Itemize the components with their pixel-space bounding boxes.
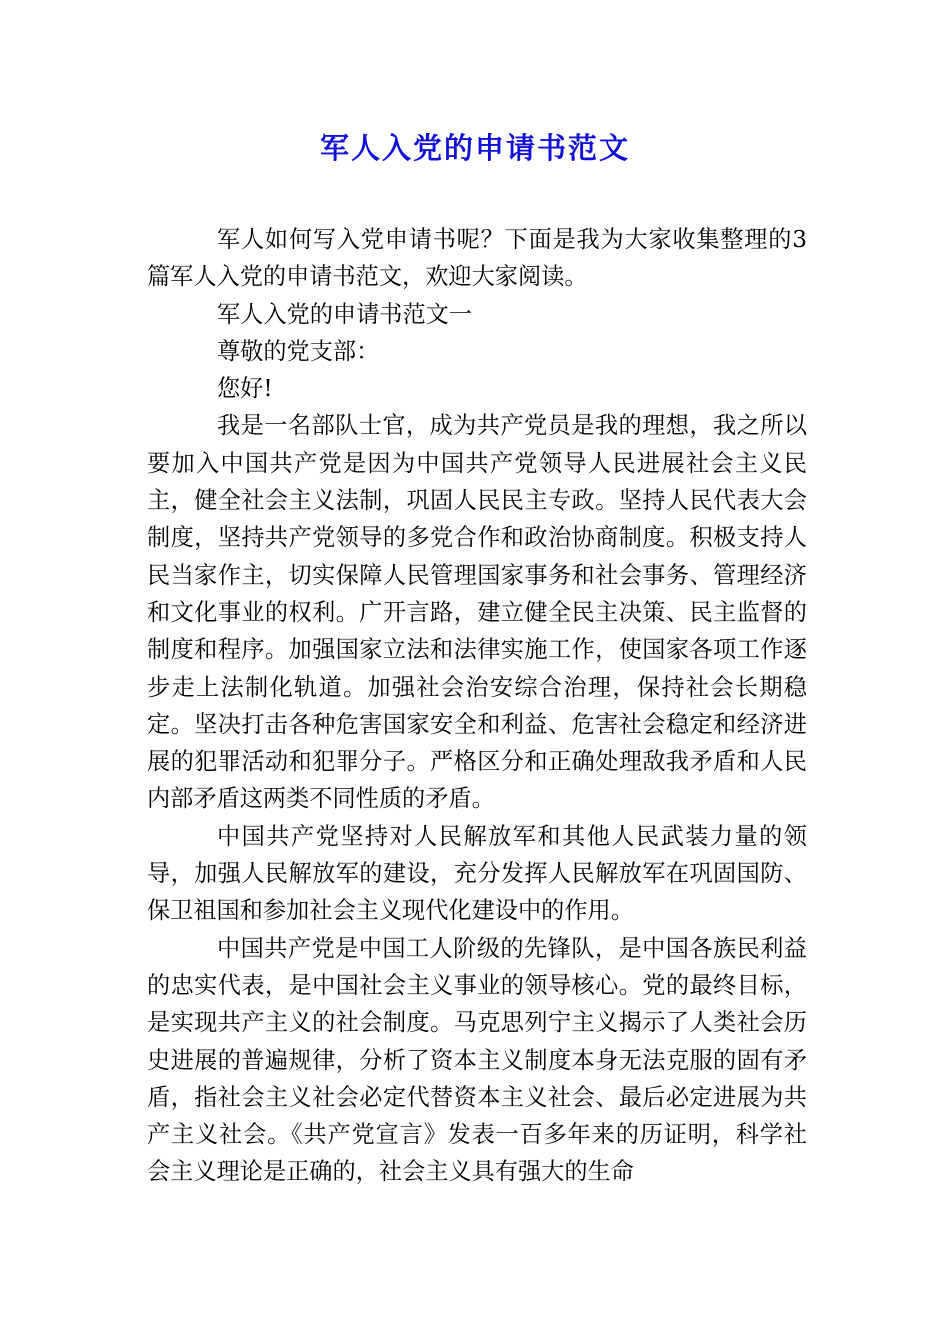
- document-title: 军人入党的申请书范文: [319, 131, 630, 165]
- body-paragraph: 中国共产党坚持对人民解放军和其他人民武装力量的领导，加强人民解放军的建设，充分发挥人民解放军在巩固国防、保卫祖国和参加社会主义现代化建设中的作用。: [147, 822, 807, 925]
- body-paragraph: 中国共产党是中国工人阶级的先锋队，是中国各族民利益的忠实代表，是中国社会主义事业的领导核心。党的最终目标，是实现共产主义的社会制度。马克思列宁主义揭示了人类社会历史进展的普遍规律，分析了资本主义制度本身无法克服的固有矛盾，指社会主义社会必定代替资本主义社会、最后必定进展为共产主义社会。《共产党宣言》发表一百多年来的历证明，科学社会主义理论是正确的，社会主义具有强大的生命: [147, 934, 807, 1186]
- intro-paragraph: 军人如何写入党申请书呢？下面是我为大家收集整理的3篇军人入党的申请书范文，欢迎大家阅读。: [147, 226, 807, 291]
- section-heading: 军人入党的申请书范文一: [217, 300, 473, 328]
- salutation: 尊敬的党支部：: [217, 337, 380, 365]
- document-body: [147, 221, 807, 1191]
- greeting: 您好!: [217, 375, 273, 403]
- body-paragraph: 我是一名部队士官，成为共产党员是我的理想，我之所以要加入中国共产党是因为中国共产党领导人民进展社会主义民主，健全社会主义法制，巩固人民民主专政。坚持人民代表大会制度，坚持共产党领导的多党合作和政治协商制度。积极支持人民当家作主，切实保障人民管理国家事务和社会事务、管理经济和文化事业的权利。广开言路，建立健全民主决策、民主监督的制度和程序。加强国家立法和法律实施工作，使国家各项工作逐步走上法制化轨道。加强社会治安综合治理，保持社会长期稳定。坚决打击各种危害国家安全和利益、危害社会稳定和经济进展的犯罪活动和犯罪分子。严格区分和正确处理敌我矛盾和人民内部矛盾这两类不同性质的矛盾。: [147, 412, 807, 813]
